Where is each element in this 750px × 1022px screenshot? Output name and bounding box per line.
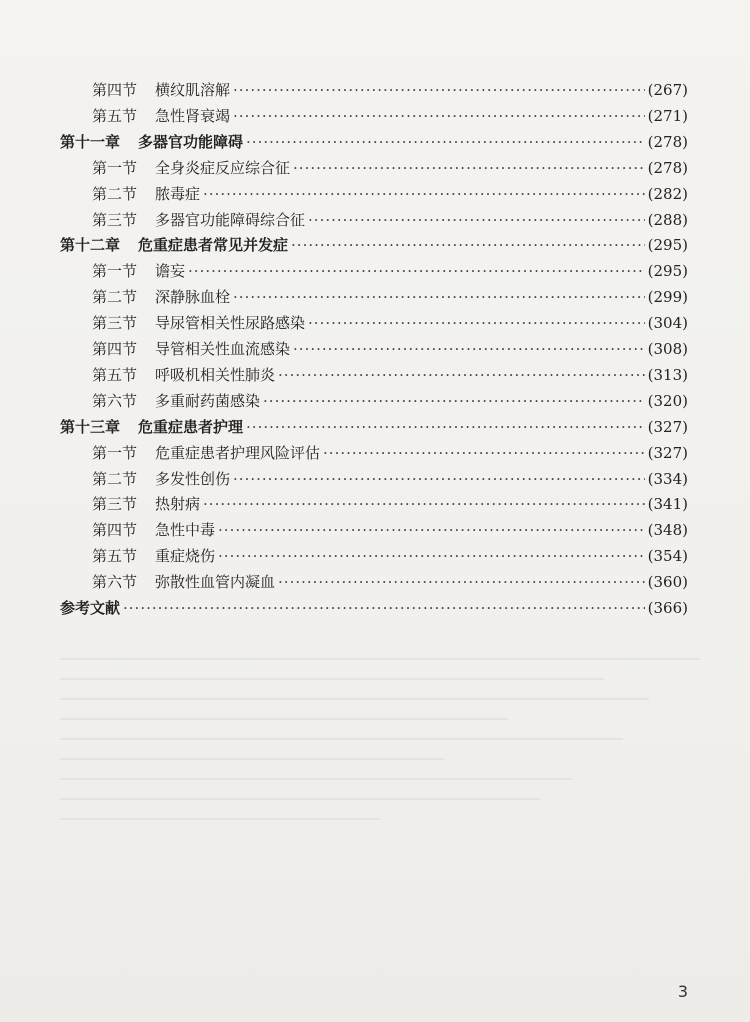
toc-section-row bbox=[92, 78, 688, 102]
toc-entry-number: 第十三章 bbox=[60, 417, 121, 436]
toc-entry-number: 第一节 bbox=[92, 158, 138, 177]
toc-entry-page: (354) bbox=[647, 547, 688, 566]
toc-entry-title: 导管相关性血流感染 bbox=[155, 340, 291, 358]
toc-entry-number: 第六节 bbox=[92, 391, 138, 410]
toc-entry-title: 全身炎症反应综合征 bbox=[155, 158, 291, 177]
toc-entry-page: (366) bbox=[647, 599, 688, 617]
toc-entry-page: (295) bbox=[647, 262, 688, 281]
toc-entry-number: 第三节 bbox=[92, 495, 138, 514]
toc-entry-page: (334) bbox=[647, 469, 688, 488]
toc-entry-number: 第五节 bbox=[92, 365, 138, 384]
toc-entry-title: 危重症患者护理 bbox=[138, 417, 244, 436]
toc-entry-title: 多重耐药菌感染 bbox=[155, 391, 261, 410]
toc-chapter-row bbox=[60, 233, 688, 257]
toc-entry-title: 深静脉血栓 bbox=[155, 288, 231, 307]
toc-entry-number: 第六节 bbox=[92, 573, 138, 592]
toc-entry-title: 弥散性血管内凝血 bbox=[155, 573, 276, 592]
toc-entry-page: (295) bbox=[647, 236, 688, 255]
toc-chapter-row bbox=[60, 130, 688, 154]
toc-leader-dots bbox=[291, 233, 645, 257]
toc-entry-number: 第二节 bbox=[92, 184, 138, 203]
toc-leader-dots bbox=[308, 208, 645, 232]
toc-leader-dots bbox=[278, 570, 645, 594]
toc-section-row bbox=[92, 363, 688, 387]
toc-entry-title: 谵妄 bbox=[155, 262, 186, 281]
toc-entry-page: (282) bbox=[647, 184, 688, 203]
toc-entry-number: 第一节 bbox=[92, 443, 138, 462]
toc-entry-title: 脓毒症 bbox=[155, 184, 201, 203]
toc-leader-dots bbox=[233, 467, 645, 491]
toc-section-row bbox=[92, 544, 688, 568]
toc-entry-title: 热射病 bbox=[155, 495, 201, 514]
toc-leader-dots bbox=[123, 596, 645, 620]
toc-entry-title: 导尿管相关性尿路感染 bbox=[155, 314, 306, 333]
toc-leader-dots bbox=[293, 156, 645, 180]
toc-section-row bbox=[92, 208, 688, 232]
toc-entry-page: (320) bbox=[647, 391, 688, 410]
toc-entry-number: 第四节 bbox=[92, 521, 138, 540]
toc-entry-number: 第二节 bbox=[92, 288, 138, 307]
toc-section-row bbox=[92, 259, 688, 283]
toc-entry-number: 第五节 bbox=[92, 547, 138, 566]
toc-entry-number: 第四节 bbox=[92, 340, 138, 358]
toc-leader-dots bbox=[246, 130, 645, 154]
toc-entry-number: 第十二章 bbox=[60, 236, 121, 255]
toc-entry-title: 危重症患者护理风险评估 bbox=[155, 443, 321, 462]
toc-section-row bbox=[92, 441, 688, 465]
toc-entry-page: (341) bbox=[647, 495, 688, 514]
toc-entry-title: 急性肾衰竭 bbox=[155, 106, 231, 125]
toc-entry-page: (327) bbox=[647, 417, 688, 436]
toc-leader-dots bbox=[233, 78, 645, 102]
toc-leader-dots bbox=[308, 311, 645, 335]
toc-leader-dots bbox=[246, 415, 645, 439]
toc-entry-number: 第一节 bbox=[92, 262, 138, 281]
toc-leader-dots bbox=[188, 259, 645, 283]
page-number: 3 bbox=[677, 982, 688, 1001]
toc-entry-number: 参考文献 bbox=[60, 599, 121, 617]
toc-entry-page: (278) bbox=[647, 158, 688, 177]
toc-entry-title: 多器官功能障碍综合征 bbox=[155, 210, 306, 229]
toc-entry-page: (327) bbox=[647, 443, 688, 462]
toc-entry-title: 多发性创伤 bbox=[155, 469, 231, 488]
toc-section-row bbox=[92, 389, 688, 413]
toc-leader-dots bbox=[218, 544, 645, 568]
toc-chapter-row bbox=[60, 415, 688, 439]
toc-entry-page: (267) bbox=[647, 81, 688, 99]
toc-entry-page: (304) bbox=[647, 314, 688, 333]
toc-section-row bbox=[92, 104, 688, 128]
toc-section-row bbox=[92, 492, 688, 516]
toc-entry-number: 第二节 bbox=[92, 469, 138, 488]
toc-entry-title: 危重症患者常见并发症 bbox=[138, 236, 289, 255]
toc-leader-dots bbox=[323, 441, 645, 465]
toc-leader-dots bbox=[278, 363, 645, 387]
toc-entry-page: (308) bbox=[647, 340, 688, 358]
toc-entry-title: 重症烧伤 bbox=[155, 547, 216, 566]
toc-entry-number: 第三节 bbox=[92, 314, 138, 333]
toc-section-row bbox=[92, 156, 688, 180]
toc-leader-dots bbox=[203, 492, 645, 516]
toc-section-row bbox=[92, 518, 688, 542]
toc-leader-dots bbox=[233, 104, 645, 128]
toc-entry-number: 第三节 bbox=[92, 210, 138, 229]
toc-entry-page: (271) bbox=[647, 106, 688, 125]
toc-leader-dots bbox=[203, 182, 645, 206]
toc-entry-title: 多器官功能障碍 bbox=[138, 132, 244, 151]
toc-entry-page: (278) bbox=[647, 132, 688, 151]
toc-entry-number: 第四节 bbox=[92, 81, 138, 99]
toc-section-row bbox=[92, 311, 688, 335]
toc-entry-page: (288) bbox=[647, 210, 688, 229]
toc-entry-page: (348) bbox=[647, 521, 688, 540]
toc-entry-title: 急性中毒 bbox=[155, 521, 216, 540]
toc-section-row bbox=[92, 467, 688, 491]
bleed-through-text bbox=[60, 640, 700, 960]
toc-chapter-row bbox=[60, 596, 688, 620]
toc-section-row bbox=[92, 285, 688, 309]
toc-leader-dots bbox=[293, 337, 645, 361]
toc-entry-number: 第十一章 bbox=[60, 132, 121, 151]
toc-section-row bbox=[92, 182, 688, 206]
toc-section-row bbox=[92, 570, 688, 594]
toc-entry-page: (360) bbox=[647, 573, 688, 592]
toc-entry-number: 第五节 bbox=[92, 106, 138, 125]
toc-entry-page: (299) bbox=[647, 288, 688, 307]
toc-entry-page: (313) bbox=[647, 365, 688, 384]
toc-leader-dots bbox=[263, 389, 645, 413]
toc-entry-title: 呼吸机相关性肺炎 bbox=[155, 365, 276, 384]
toc-leader-dots bbox=[218, 518, 645, 542]
toc-leader-dots bbox=[233, 285, 645, 309]
toc-section-row bbox=[92, 337, 688, 361]
toc-entry-title: 横纹肌溶解 bbox=[155, 81, 231, 99]
